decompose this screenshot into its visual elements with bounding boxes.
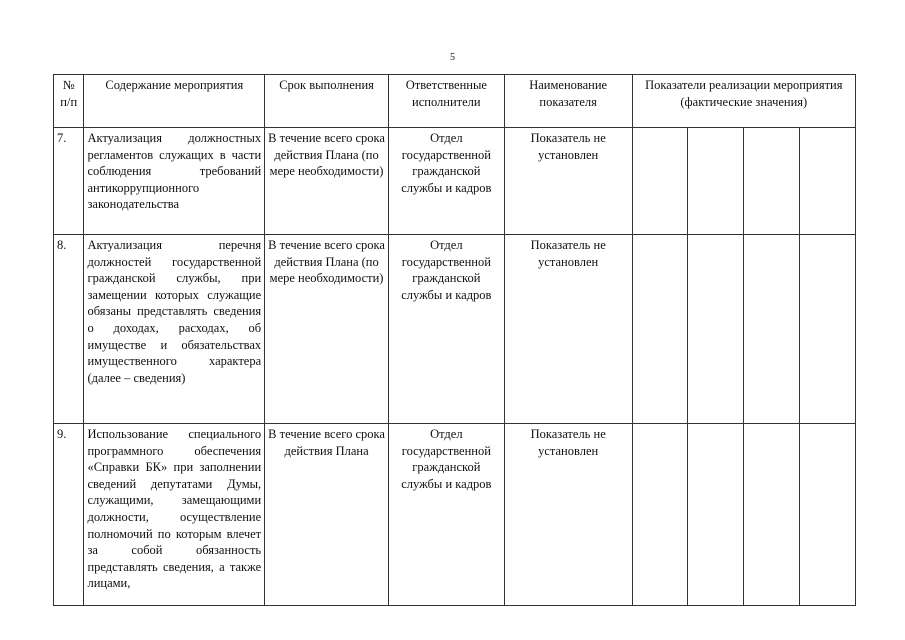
result-cell — [800, 128, 856, 235]
result-cell — [744, 235, 800, 424]
result-cell — [800, 424, 856, 606]
result-cell — [688, 235, 744, 424]
header-num: № п/п — [54, 75, 84, 128]
row-content: Использование специального программного обеспечения «Справки БК» при заполнении сведений депутатами Думы, служащими, замещающими должности, осуществление полномочий по которым влечет за собой обязанность представлять сведения, а также лицами, — [84, 424, 265, 606]
result-cell — [632, 424, 688, 606]
result-cell — [744, 128, 800, 235]
header-results: Показатели реализации мероприятия (фактические значения) — [632, 75, 855, 128]
result-cell — [744, 424, 800, 606]
table-row — [54, 424, 856, 606]
page-number: 5 — [450, 52, 455, 63]
table-row — [54, 235, 856, 424]
row-content: Актуализация перечня должностей государственной гражданской службы, при замещении которых служащие обязаны представлять сведения о доходах, расходах, об имуществе и обязательствах имущественного характера (далее – сведения) — [84, 235, 265, 424]
plan-table — [53, 74, 856, 606]
row-indicator: Показатель не установлен — [504, 128, 632, 235]
row-number: 7. — [54, 128, 84, 235]
row-indicator: Показатель не установлен — [504, 235, 632, 424]
table-header-row — [54, 75, 856, 128]
result-cell — [688, 424, 744, 606]
result-cell — [632, 128, 688, 235]
row-content: Актуализация должностных регламентов служащих в части соблюдения требований антикоррупционного законодательства — [84, 128, 265, 235]
row-responsible: Отдел государственной гражданской службы и кадров — [388, 424, 504, 606]
result-cell — [800, 235, 856, 424]
result-cell — [688, 128, 744, 235]
header-responsible: Ответственные исполнители — [388, 75, 504, 128]
row-term: В течение всего срока действия Плана — [265, 424, 389, 606]
table-row — [54, 128, 856, 235]
result-cell — [632, 235, 688, 424]
row-number: 8. — [54, 235, 84, 424]
row-term: В течение всего срока действия Плана (по мере необходимости) — [265, 235, 389, 424]
header-content: Содержание мероприятия — [84, 75, 265, 128]
row-term: В течение всего срока действия Плана (по мере необходимости) — [265, 128, 389, 235]
header-indicator: Наименование показателя — [504, 75, 632, 128]
row-indicator: Показатель не установлен — [504, 424, 632, 606]
row-number: 9. — [54, 424, 84, 606]
header-term: Срок выполнения — [265, 75, 389, 128]
row-responsible: Отдел государственной гражданской службы и кадров — [388, 235, 504, 424]
row-responsible: Отдел государственной гражданской службы и кадров — [388, 128, 504, 235]
